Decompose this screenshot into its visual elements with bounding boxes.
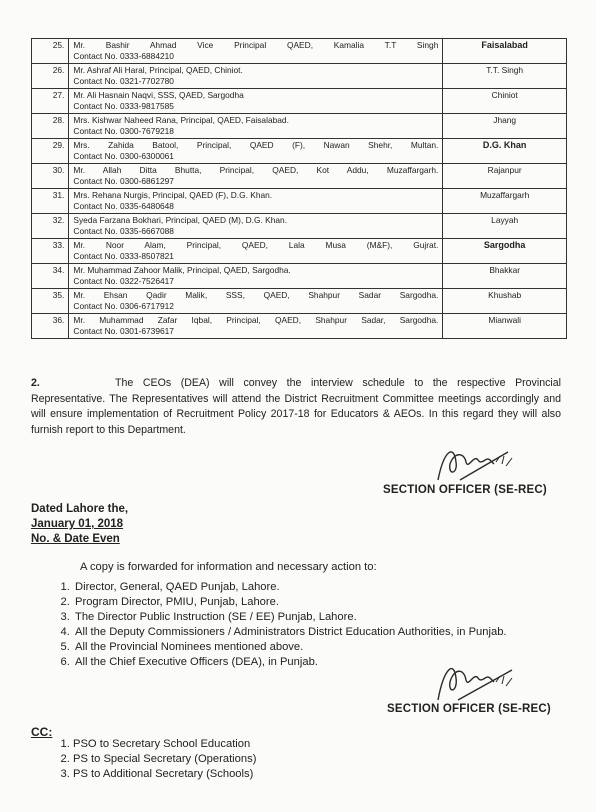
copy-recipient: 5. All the Provincial Nominees mentioned above. <box>73 640 583 655</box>
nominee-name: Mrs. Zahida Batool, Principal, QAED (F), Nawan Shehr, Multan. <box>73 140 439 150</box>
nominee-cell <box>69 89 443 114</box>
copy-recipient: 4. All the Deputy Commissioners / Administrators District Education Authorities, in Punjab. <box>73 625 583 640</box>
cc-list <box>51 737 256 782</box>
nominee-cell <box>69 39 443 64</box>
nominee-cell <box>69 139 443 164</box>
copy-recipient: 6. All the Chief Executive Officers (DEA), in Punjab. <box>73 655 583 670</box>
dated-date: January 01, 2018 <box>31 518 124 530</box>
nominee-cell <box>69 239 443 264</box>
nominee-contact: Contact No. 0321-7702780 <box>73 76 174 86</box>
district-cell: Khushab <box>443 289 567 314</box>
nominee-contact: Contact No. 0300-7679218 <box>73 126 174 136</box>
district-cell: Faisalabad <box>443 39 567 64</box>
table-row <box>32 89 567 114</box>
table-row <box>32 139 567 164</box>
table-row <box>32 114 567 139</box>
table-row <box>32 239 567 264</box>
district-cell: Layyah <box>443 214 567 239</box>
nominee-contact: Contact No. 0306-6717912 <box>73 301 174 311</box>
nominee-contact: Contact No. 0322-7526417 <box>73 276 174 286</box>
nominee-name: Mr. Ali Hasnain Naqvi, SSS, QAED, Sargodha <box>73 90 244 100</box>
paragraph-text: The CEOs (DEA) will convey the interview schedule to the respective Provincial Representative. The Representatives will attend the District Recruitment Committee meetings accordingly and will ensure implementation of Recruitment Policy 2017-18 for Educators & AEOs. In this regard they will also furnish report to this Department. <box>31 377 561 436</box>
row-number: 31. <box>32 189 69 214</box>
nominee-contact: Contact No. 0333-6884210 <box>73 51 174 61</box>
nominee-cell <box>69 214 443 239</box>
dated-place: Dated Lahore the, <box>31 503 129 515</box>
nominee-contact: Contact No. 0300-6861297 <box>73 176 174 186</box>
nominee-cell <box>69 64 443 89</box>
row-number: 30. <box>32 164 69 189</box>
nominee-name: Mrs. Kishwar Naheed Rana, Principal, QAED, Faisalabad. <box>73 115 289 125</box>
nominee-cell <box>69 314 443 339</box>
section-officer-title-1: SECTION OFFICER (SE-REC) <box>383 484 547 496</box>
district-cell: Mianwali <box>443 314 567 339</box>
nominee-cell <box>69 164 443 189</box>
cc-recipient: 1. PSO to Secretary School Education <box>73 737 256 752</box>
nominee-cell <box>69 289 443 314</box>
nominee-name: Mr. Allah Ditta Bhutta, Principal, QAED, Kot Addu, Muzaffargarh. <box>73 165 439 175</box>
table-row <box>32 214 567 239</box>
district-cell: Rajanpur <box>443 164 567 189</box>
district-cell: Muzaffargarh <box>443 189 567 214</box>
nominee-contact: Contact No. 0335-6667088 <box>73 226 174 236</box>
district-cell: Jhang <box>443 114 567 139</box>
nominee-name: Mrs. Rehana Nurgis, Principal, QAED (F), D.G. Khan. <box>73 190 273 200</box>
cc-label: CC: <box>31 725 53 739</box>
row-number: 26. <box>32 64 69 89</box>
nominees-table <box>31 38 567 339</box>
table-row <box>32 289 567 314</box>
table-row <box>32 264 567 289</box>
nominee-name: Mr. Ehsan Qadir Malik, SSS, QAED, Shahpur Sadar Sargodha. <box>73 290 439 300</box>
copy-recipient: 1. Director, General, QAED Punjab, Lahore. <box>73 580 583 595</box>
table-row <box>32 164 567 189</box>
district-cell: T.T. Singh <box>443 64 567 89</box>
nominee-name: Mr. Noor Alam, Principal, QAED, Lala Musa (M&F), Gujrat. <box>73 240 439 250</box>
table-row <box>32 189 567 214</box>
nominee-contact: Contact No. 0333-9817585 <box>73 101 174 111</box>
row-number: 28. <box>32 114 69 139</box>
nominee-name: Syeda Farzana Bokhari, Principal, QAED (M), D.G. Khan. <box>73 215 288 225</box>
row-number: 35. <box>32 289 69 314</box>
nominee-contact: Contact No. 0335-6480648 <box>73 201 174 211</box>
district-cell: Sargodha <box>443 239 567 264</box>
district-cell: D.G. Khan <box>443 139 567 164</box>
paragraph-number: 2. <box>31 377 40 389</box>
dated-block <box>31 502 128 547</box>
forward-text: A copy is forwarded for information and necessary action to: <box>80 561 377 573</box>
copy-recipient: 2. Program Director, PMIU, Punjab, Lahore. <box>73 595 583 610</box>
cc-recipient: 2. PS to Special Secretary (Operations) <box>73 752 256 767</box>
cc-recipient: 3. PS to Additional Secretary (Schools) <box>73 767 256 782</box>
row-number: 34. <box>32 264 69 289</box>
table-row <box>32 314 567 339</box>
district-cell: Bhakkar <box>443 264 567 289</box>
nominee-name: Mr. Bashir Ahmad Vice Principal QAED, Kamalia T.T Singh <box>73 40 439 50</box>
signature-1 <box>430 440 520 485</box>
nominee-name: Mr. Muhammad Zahoor Malik, Principal, QAED, Sargodha. <box>73 265 291 275</box>
row-number: 33. <box>32 239 69 264</box>
section-officer-title-2: SECTION OFFICER (SE-REC) <box>387 703 551 715</box>
row-number: 36. <box>32 314 69 339</box>
nominee-cell <box>69 189 443 214</box>
nominee-cell <box>69 114 443 139</box>
table-row <box>32 39 567 64</box>
row-number: 25. <box>32 39 69 64</box>
table-row <box>32 64 567 89</box>
nominee-cell <box>69 264 443 289</box>
nominees-table-body <box>32 39 567 339</box>
row-number: 29. <box>32 139 69 164</box>
dated-number: No. & Date Even <box>31 533 120 545</box>
nominee-name: Mr. Ashraf Ali Haral, Principal, QAED, Chiniot. <box>73 65 243 75</box>
copy-recipient: 3. The Director Public Instruction (SE / EE) Punjab, Lahore. <box>73 610 583 625</box>
paragraph-2 <box>31 376 561 438</box>
row-number: 27. <box>32 89 69 114</box>
nominee-contact: Contact No. 0301-6739617 <box>73 326 174 336</box>
row-number: 32. <box>32 214 69 239</box>
signature-2 <box>432 656 522 704</box>
district-cell: Chiniot <box>443 89 567 114</box>
nominee-contact: Contact No. 0333-8507821 <box>73 251 174 261</box>
nominee-contact: Contact No. 0300-6300061 <box>73 151 174 161</box>
nominee-name: Mr. Muhammad Zafar Iqbal, Principal, QAED, Shahpur Sadar, Sargodha. <box>73 315 439 325</box>
